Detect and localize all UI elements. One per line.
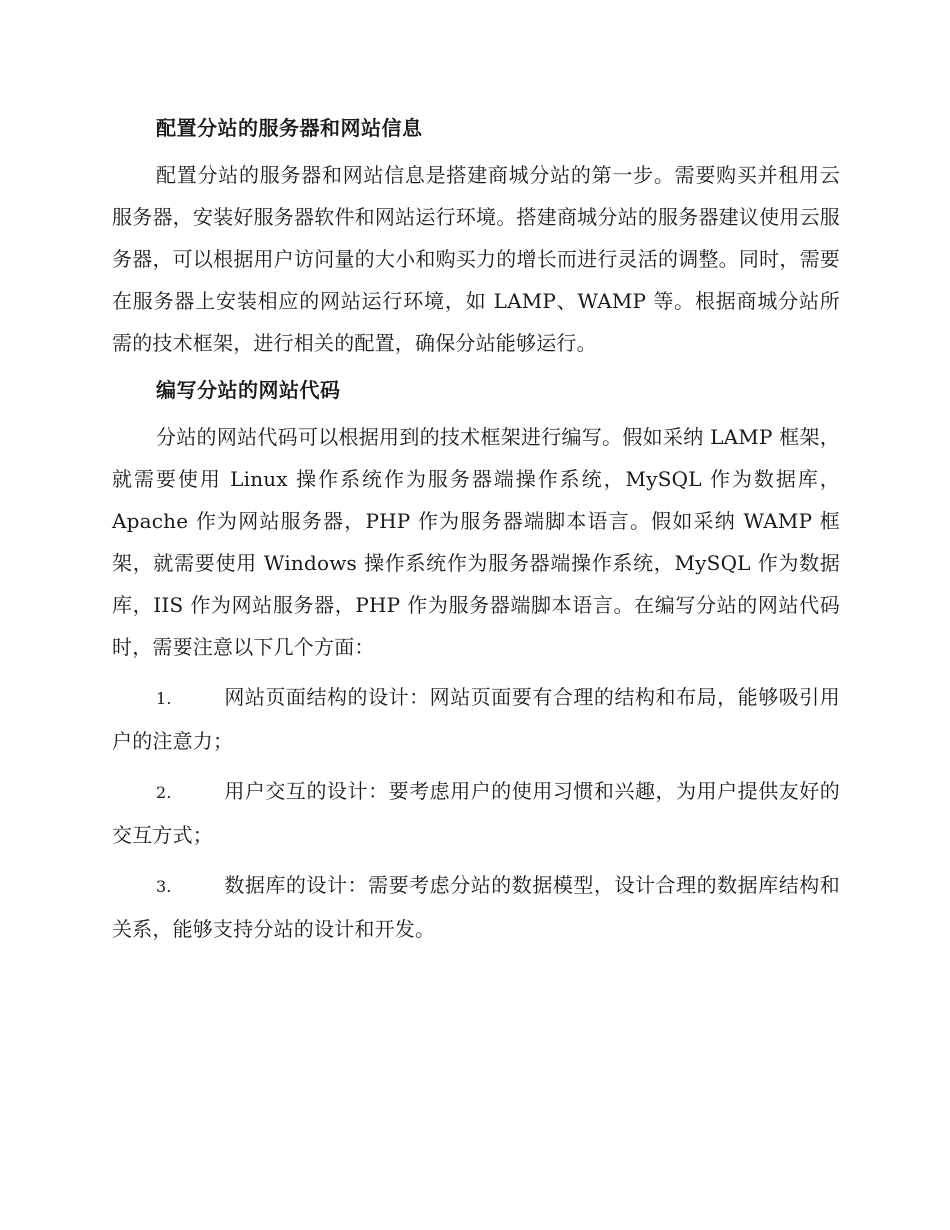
- list-item-text: 网站页面结构的设计：网站页面要有合理的结构和布局，能够吸引用户的注意力；: [112, 685, 840, 753]
- list-item-text: 用户交互的设计：要考虑用户的使用习惯和兴趣，为用户提供友好的交互方式；: [112, 779, 840, 847]
- section-paragraph-server-config: 配置分站的服务器和网站信息是搭建商城分站的第一步。需要购买并租用云服务器，安装好服务器软件和网站运行环境。搭建商城分站的服务器建议使用云服务器，可以根据用户访问量的大小和购买力的增长而进行灵活的调整。同时，需要在服务器上安装相应的网站运行环境，如 LAMP、WAMP 等。根据商城分站所需的技术框架，进行相关的配置，确保分站能够运行。: [112, 163, 840, 355]
- list-item-number: 2.: [156, 783, 172, 802]
- section-paragraph-site-code: 分站的网站代码可以根据用到的技术框架进行编写。假如采纳 LAMP 框架，就需要使用 Linux 操作系统作为服务器端操作系统，MySQL 作为数据库，Apache 作为网站服务器，PHP 作为服务器端脚本语言。假如采纳 WAMP 框架，就需要使用 Windows 操作系统作为服务器端操作系统，MySQL 作为数据库，IIS 作为网站服务器，PHP 作为服务器端脚本语言。在编写分站的网站代码时，需要注意以下几个方面：: [112, 425, 840, 659]
- list-item: [112, 676, 840, 762]
- list-item-number: 3.: [156, 877, 172, 896]
- list-item: [112, 864, 840, 950]
- document-page: [112, 108, 840, 958]
- list-item-text: 数据库的设计：需要考虑分站的数据模型，设计合理的数据库结构和关系，能够支持分站的设计和开发。: [112, 873, 840, 941]
- section-heading-site-code: 编写分站的网站代码: [156, 378, 341, 402]
- numbered-list: [112, 676, 840, 950]
- list-item-number: 1.: [156, 689, 172, 708]
- section-heading-server-config: 配置分站的服务器和网站信息: [156, 116, 423, 140]
- list-item: [112, 770, 840, 856]
